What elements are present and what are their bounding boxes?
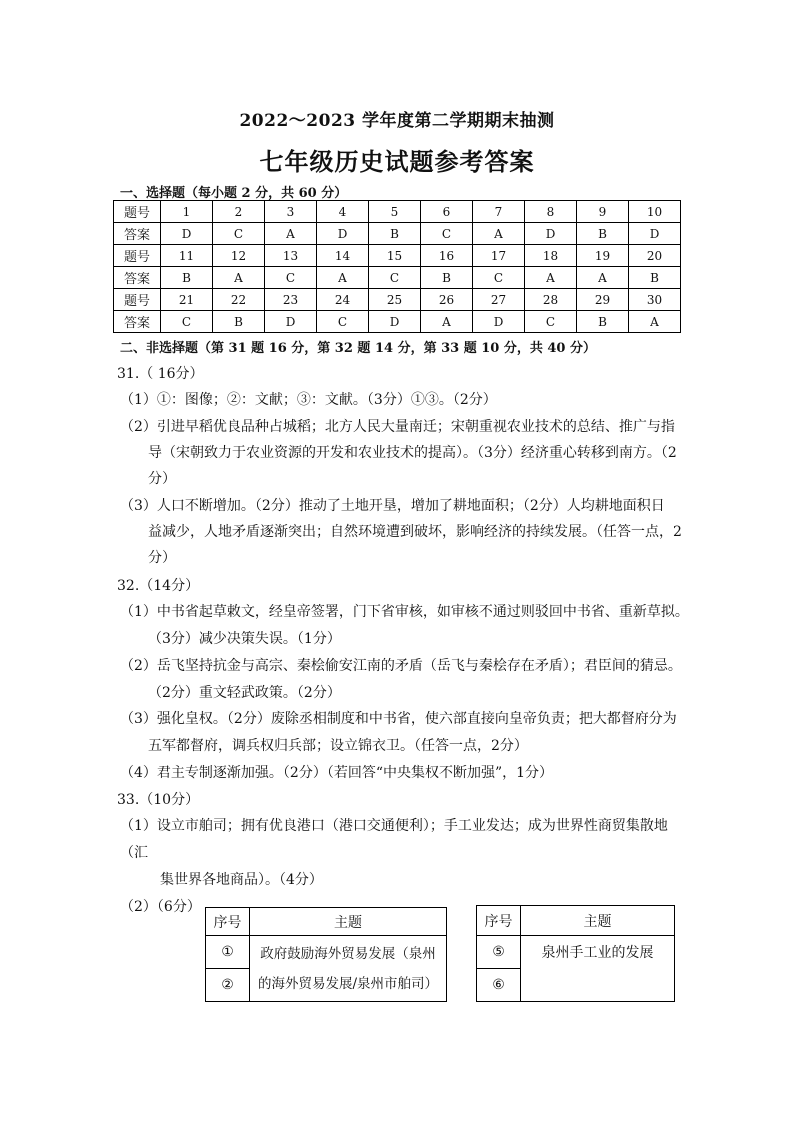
- answer-cell: D: [265, 311, 317, 333]
- answer-label: 答案: [114, 311, 161, 333]
- question-number: 14: [317, 245, 369, 267]
- answer-cell: D: [525, 223, 577, 245]
- question-number-label: 题号: [114, 201, 161, 223]
- question-number: 12: [213, 245, 265, 267]
- theme-table-right: [476, 905, 675, 1002]
- question-number: 8: [525, 201, 577, 223]
- answer-cell: A: [473, 223, 525, 245]
- table-row: [114, 267, 681, 289]
- answer-cell: C: [317, 311, 369, 333]
- answer-cell: B: [421, 267, 473, 289]
- q32-line: （3分）减少决策失误。（1分）: [148, 631, 341, 647]
- question-number: 18: [525, 245, 577, 267]
- q31-line: （3）人口不断增加。（2分）推动了土地开垦，增加了耕地面积；（2分）人均耕地面积日: [120, 498, 665, 514]
- answer-cell: A: [317, 267, 369, 289]
- question-number: 29: [577, 289, 629, 311]
- q33-line: （汇: [120, 845, 148, 861]
- answer-cell: D: [473, 311, 525, 333]
- question-number: 27: [473, 289, 525, 311]
- answer-cell: B: [577, 223, 629, 245]
- question-number: 21: [161, 289, 213, 311]
- question-number-label: 题号: [114, 289, 161, 311]
- question-number: 28: [525, 289, 577, 311]
- question-number: 30: [629, 289, 681, 311]
- section1-heading: 一、选择题（每小题 2 分，共 60 分）: [120, 186, 348, 201]
- q33-line: （2）（6分）: [120, 899, 201, 915]
- answer-cell: D: [161, 223, 213, 245]
- theme-line: 的海外贸易发展/泉州市舶司）: [257, 975, 439, 992]
- table-row: [206, 908, 447, 936]
- question-number: 25: [369, 289, 421, 311]
- question-number: 24: [317, 289, 369, 311]
- question-number: 13: [265, 245, 317, 267]
- question-number: 17: [473, 245, 525, 267]
- q32-line: 五军都督府，调兵权归兵部；设立锦衣卫。（任答一点，2分）: [148, 738, 528, 754]
- q31-line: （2）引进早稻优良品种占城稻；北方人民大量南迁；宋朝重视农业技术的总结、推广与指: [120, 419, 675, 435]
- q31-line: 导（宋朝致力于农业资源的开发和农业技术的提高）。（3分）经济重心转移到南方。（2: [148, 445, 677, 461]
- answer-cell: A: [629, 311, 681, 333]
- q32-line: （1）中书省起草敕文，经皇帝签署，门下省审核，如审核不通过则驳回中书省、重新草拟。: [120, 604, 689, 620]
- q32-heading: 32.（14分）: [117, 578, 200, 594]
- q33-line: （1）设立市舶司；拥有优良港口（港口交通便利）；手工业发达；成为世界性商贸集散地: [120, 818, 668, 834]
- question-number: 10: [629, 201, 681, 223]
- table-row: [477, 936, 675, 969]
- answer-cell: B: [629, 267, 681, 289]
- question-number: 11: [161, 245, 213, 267]
- theme-table-left: [205, 907, 447, 1002]
- q32-line: （2）岳飞坚持抗金与高宗、秦桧偷安江南的矛盾（岳飞与秦桧存在矛盾）；君臣间的猜忌。: [120, 658, 682, 674]
- question-number-label: 题号: [114, 245, 161, 267]
- answer-cell: B: [161, 267, 213, 289]
- item-number: ⑤: [477, 936, 521, 969]
- column-header-theme: 主题: [521, 906, 675, 936]
- table-row: [114, 289, 681, 311]
- table-row: [114, 223, 681, 245]
- table-row: [206, 936, 447, 969]
- answer-cell: C: [369, 267, 421, 289]
- answer-cell: A: [213, 267, 265, 289]
- answer-label: 答案: [114, 267, 161, 289]
- answer-cell: B: [577, 311, 629, 333]
- item-number: ①: [206, 936, 250, 969]
- answer-cell: C: [265, 267, 317, 289]
- answer-cell: C: [525, 311, 577, 333]
- section2-heading: 二、非选择题（第 31 题 16 分，第 32 题 14 分，第 33 题 10 分，共 40 分）: [120, 341, 596, 356]
- exam-term-title: 2022～2023 学年度第二学期期末抽测: [239, 111, 555, 131]
- q32-line: （4）君主专制逐渐加强。（2分）（若回答“中央集权不断加强”，1分）: [120, 765, 554, 781]
- table-row: [477, 906, 675, 936]
- table-row: [114, 311, 681, 333]
- question-number: 15: [369, 245, 421, 267]
- question-number: 2: [213, 201, 265, 223]
- q31-heading: 31.（ 16分）: [117, 366, 204, 382]
- question-number: 23: [265, 289, 317, 311]
- answer-label: 答案: [114, 223, 161, 245]
- question-number: 16: [421, 245, 473, 267]
- answer-cell: B: [369, 223, 421, 245]
- table-row: [114, 201, 681, 223]
- q32-line: （3）强化皇权。（2分）废除丞相制度和中书省，使六部直接向皇帝负责；把大都督府分为: [120, 711, 677, 727]
- question-number: 19: [577, 245, 629, 267]
- question-number: 22: [213, 289, 265, 311]
- question-number: 9: [577, 201, 629, 223]
- question-number: 20: [629, 245, 681, 267]
- answer-cell: C: [161, 311, 213, 333]
- answer-cell: D: [369, 311, 421, 333]
- q33-heading: 33.（10分）: [117, 792, 200, 808]
- answer-cell: A: [265, 223, 317, 245]
- question-number: 3: [265, 201, 317, 223]
- question-number: 26: [421, 289, 473, 311]
- theme-line: 政府鼓励海外贸易发展（泉州: [260, 945, 436, 962]
- answer-cell: A: [577, 267, 629, 289]
- question-number: 7: [473, 201, 525, 223]
- column-header-number: 序号: [206, 908, 250, 936]
- q31-line: 分）: [148, 550, 176, 566]
- answer-cell: B: [213, 311, 265, 333]
- question-number: 5: [369, 201, 421, 223]
- question-number: 6: [421, 201, 473, 223]
- column-header-theme: 主题: [250, 908, 447, 936]
- answer-cell: A: [421, 311, 473, 333]
- item-number: ⑥: [477, 969, 521, 1002]
- theme-cell: [250, 936, 447, 1002]
- answer-cell: C: [213, 223, 265, 245]
- answer-cell: D: [317, 223, 369, 245]
- theme-cell: 泉州手工业的发展: [521, 936, 675, 1002]
- question-number: 4: [317, 201, 369, 223]
- q33-line: 集世界各地商品）。（4分）: [160, 872, 323, 888]
- table-row: [114, 245, 681, 267]
- answer-cell: A: [525, 267, 577, 289]
- q31-line: 益减少，人地矛盾逐渐突出；自然环境遭到破坏，影响经济的持续发展。（任答一点，2: [148, 524, 682, 540]
- answer-cell: C: [421, 223, 473, 245]
- item-number: ②: [206, 969, 250, 1002]
- answer-cell: C: [473, 267, 525, 289]
- question-number: 1: [161, 201, 213, 223]
- column-header-number: 序号: [477, 906, 521, 936]
- answer-key-title: 七年级历史试题参考答案: [259, 147, 535, 176]
- answer-cell: D: [629, 223, 681, 245]
- q31-line: 分）: [148, 471, 176, 487]
- q32-line: （2分）重文轻武政策。（2分）: [148, 685, 341, 701]
- multiple-choice-answer-table: [113, 200, 681, 333]
- q31-line: （1）①：图像；②：文献；③：文献。（3分）①③。（2分）: [120, 392, 497, 408]
